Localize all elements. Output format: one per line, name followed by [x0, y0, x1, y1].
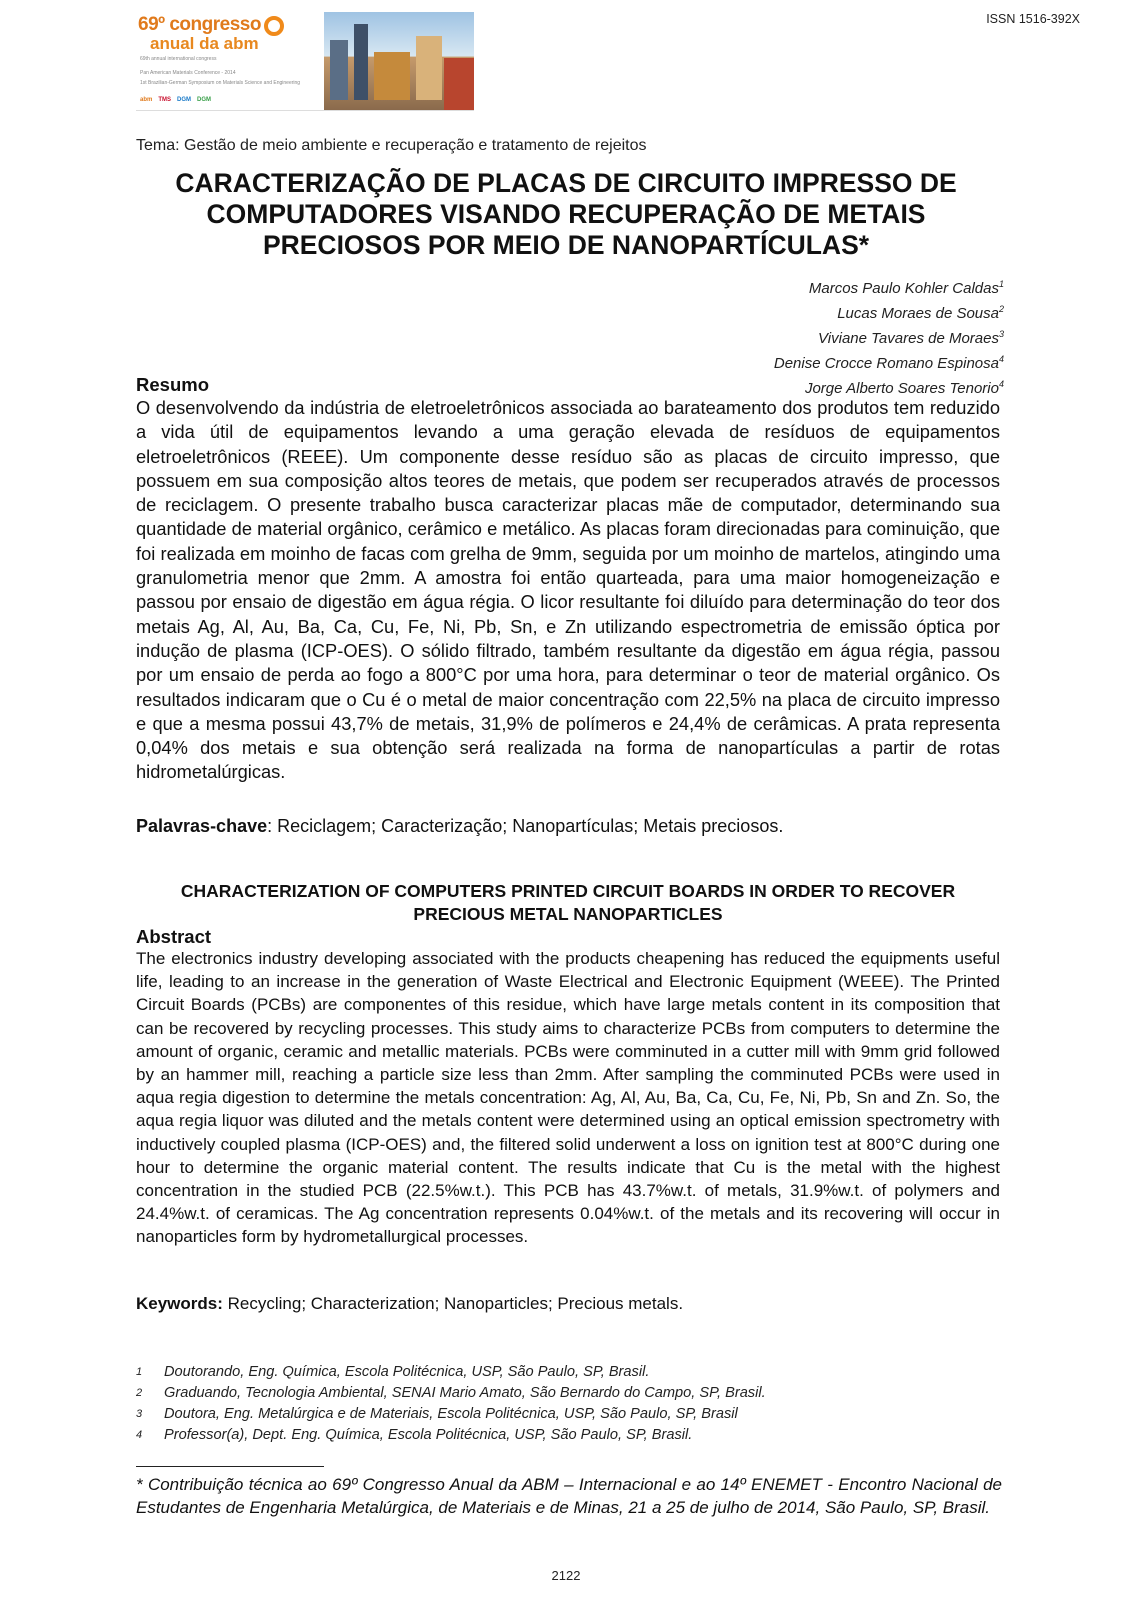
logo-subtitle-3: 1st Brazilian-German Symposium on Materials Science and Engineering	[140, 80, 301, 86]
logo-subtitle-1: 69th annual international congress	[140, 56, 217, 62]
title-english: CHARACTERIZATION OF COMPUTERS PRINTED CIRCUIT BOARDS IN ORDER TO RECOVER PRECIOUS METAL NANOPARTICLES	[180, 881, 956, 924]
abstract-text: The electronics industry developing associated with the products cheapening has reduced the equipments useful life, leading to an increase in the generation of Waste Electrical and Electronic Equipment (WEEE). The Printed Circuit Boards (PCBs) are componentes of this residue, which have large metals content in its composition that can be recovered by recycling processes. This study aims to characterize PCBs from computers to determine the amount of organic, ceramic and metallic materials. PCBs were comminuted in a cutter mill with 9mm grid followed by an hammer mill, reaching a particle size less than 2mm. After sampling the comminuted PCBs were used in aqua regia digestion to determine the metals concentration: Ag, Al, Au, Ba, Ca, Cu, Fe, Ni, Pb, Sn and Zn. So, the aqua regia liquor was diluted and the metals content were determined using an optical emission spectrometry with inductively coupled plasma (ICP-OES) and, the filtered solid underwent a loss on ignition test at 800°C during one hour to determine the organic material content. The results indicate that Cu is the metal with the highest concentration in the studied PCB (22.5%w.t.). This PCB has 43.7%w.t. of metals, 31.9%w.t. of polymers and 24.4%w.t. of ceramicas. The Ag concentration represents 0.04%w.t. of the metals and its recovering will occur in nanoparticles form by hydrometallurgical processes.	[136, 949, 1000, 1247]
palavras-chave	[136, 814, 1000, 838]
issn: ISSN 1516-392X	[986, 12, 1080, 26]
footnote: 1 Doutorando, Eng. Química, Escola Politécnica, USP, São Paulo, SP, Brasil.	[136, 1364, 650, 1380]
author: Denise Crocce Romano Espinosa$^4$	[773, 354, 1004, 372]
sponsor-logo-tms: TMS	[158, 97, 172, 103]
resumo-heading: Resumo	[136, 374, 209, 395]
congress-banner	[136, 12, 474, 111]
congress-logo	[136, 12, 326, 110]
author: Jorge Alberto Soares Tenorio$^4$	[804, 379, 1004, 397]
keywords-values: Recycling; Characterization; Nanoparticles; Precious metals.	[222, 1294, 684, 1313]
affiliation-footnotes	[136, 1362, 1000, 1446]
author: Viviane Tavares de Moraes$^3$	[818, 329, 1004, 347]
logo-title-line2: anual da abm	[150, 34, 259, 53]
author: Marcos Paulo Kohler Caldas$^1$	[808, 279, 1004, 297]
footnote: 3 Doutora, Eng. Metalúrgica e de Materiais, Escola Politécnica, USP, São Paulo, SP, Brasil	[136, 1406, 738, 1422]
resumo-text: O desenvolvendo da indústria de eletroeletrônicos associada ao barateamento dos produtos tem reduzido a vida útil de equipamentos levando a uma geração elevada de resíduos de equipamentos eletroeletrônicos (REEE). Um componente desse resíduo são as placas de circuito impresso, que possuem em sua composição altos teores de metais, que podem ser recuperados através de processos de reciclagem. O presente trabalho busca caracterizar placas mãe de computador, determinando sua quantidade de material orgânico, cerâmico e metálico. As placas foram direcionadas para cominuição, que foi realizada em moinho de facas com grelha de 9mm, seguida por um moinho de martelos, atingindo uma granulometria menor que 2mm. A amostra foi então quarteada, para uma maior homogeneização e passou por ensaio de digestão em água régia. O licor resultante foi diluído para determinação do teor dos metais Ag, Al, Au, Ba, Ca, Cu, Fe, Ni, Pb, Sn, e Zn utilizando espectrometria de emissão óptica por indução de plasma (ICP-OES). O sólido filtrado, também resultante da digestão em água régia, passou por um ensaio de perda ao fogo a 800°C por uma hora, para determinar o teor de material orgânico. Os resultados indicaram que o Cu é o metal de maior concentração com 22,5% na placa de circuito impresso e que a mesma possui 43,7% de metais, 31,9% de polímeros e 24,4% de cerâmicas. A prata representa 0,04% dos metais e sua obtenção será realizada na forma de nanopartículas a partir de rotas hidrometalúrgicas.	[136, 397, 1000, 783]
footnote: 2 Graduando, Tecnologia Ambiental, SENAI Mario Amato, São Bernardo do Campo, SP, Brasil.	[136, 1385, 766, 1401]
contribution-note: * Contribuição técnica ao 69º Congresso Anual da ABM – Internacional e ao 14º ENEMET - Encontro Nacional de Estudantes de Engenharia Metalúrgica, de Materiais e de Minas, 21 a 25 de julho de 2014, São Paulo, SP, Brasil.	[136, 1475, 1002, 1517]
logo-ring-icon	[264, 16, 284, 36]
logo-title-line1: 69º congresso	[138, 14, 261, 35]
footnote-divider	[136, 1466, 324, 1467]
sponsor-logo-dgm-2: DGM	[197, 97, 212, 103]
sponsor-logo-abm: abm	[140, 97, 153, 103]
author: Lucas Moraes de Sousa$^2$	[837, 304, 1004, 322]
footnote: 4 Professor(a), Dept. Eng. Química, Escola Politécnica, USP, São Paulo, SP, Brasil.	[136, 1427, 693, 1443]
palavras-chave-values: : Reciclagem; Caracterização; Nanopartículas; Metais preciosos.	[267, 816, 784, 836]
abstract-heading: Abstract	[136, 926, 212, 947]
sponsor-logos	[140, 94, 326, 106]
keywords	[136, 1292, 1000, 1316]
topic-line: Tema: Gestão de meio ambiente e recuperação e tratamento de rejeitos	[136, 137, 647, 154]
keywords-label: Keywords:	[136, 1294, 223, 1313]
title-portuguese: CARACTERIZAÇÃO DE PLACAS DE CIRCUITO IMPRESSO DE COMPUTADORES VISANDO RECUPERAÇÃO DE METAIS PRECIOSOS POR MEIO DE NANOPARTÍCULAS*	[175, 168, 957, 260]
sponsor-logo-dgm: DGM	[177, 97, 192, 103]
palavras-chave-label: Palavras-chave	[136, 816, 268, 836]
logo-subtitle-2: Pan American Materials Conference - 2014	[140, 70, 236, 76]
author-list	[774, 274, 1004, 399]
page-number: 2122	[551, 1568, 581, 1583]
city-photo-collage	[324, 12, 474, 110]
